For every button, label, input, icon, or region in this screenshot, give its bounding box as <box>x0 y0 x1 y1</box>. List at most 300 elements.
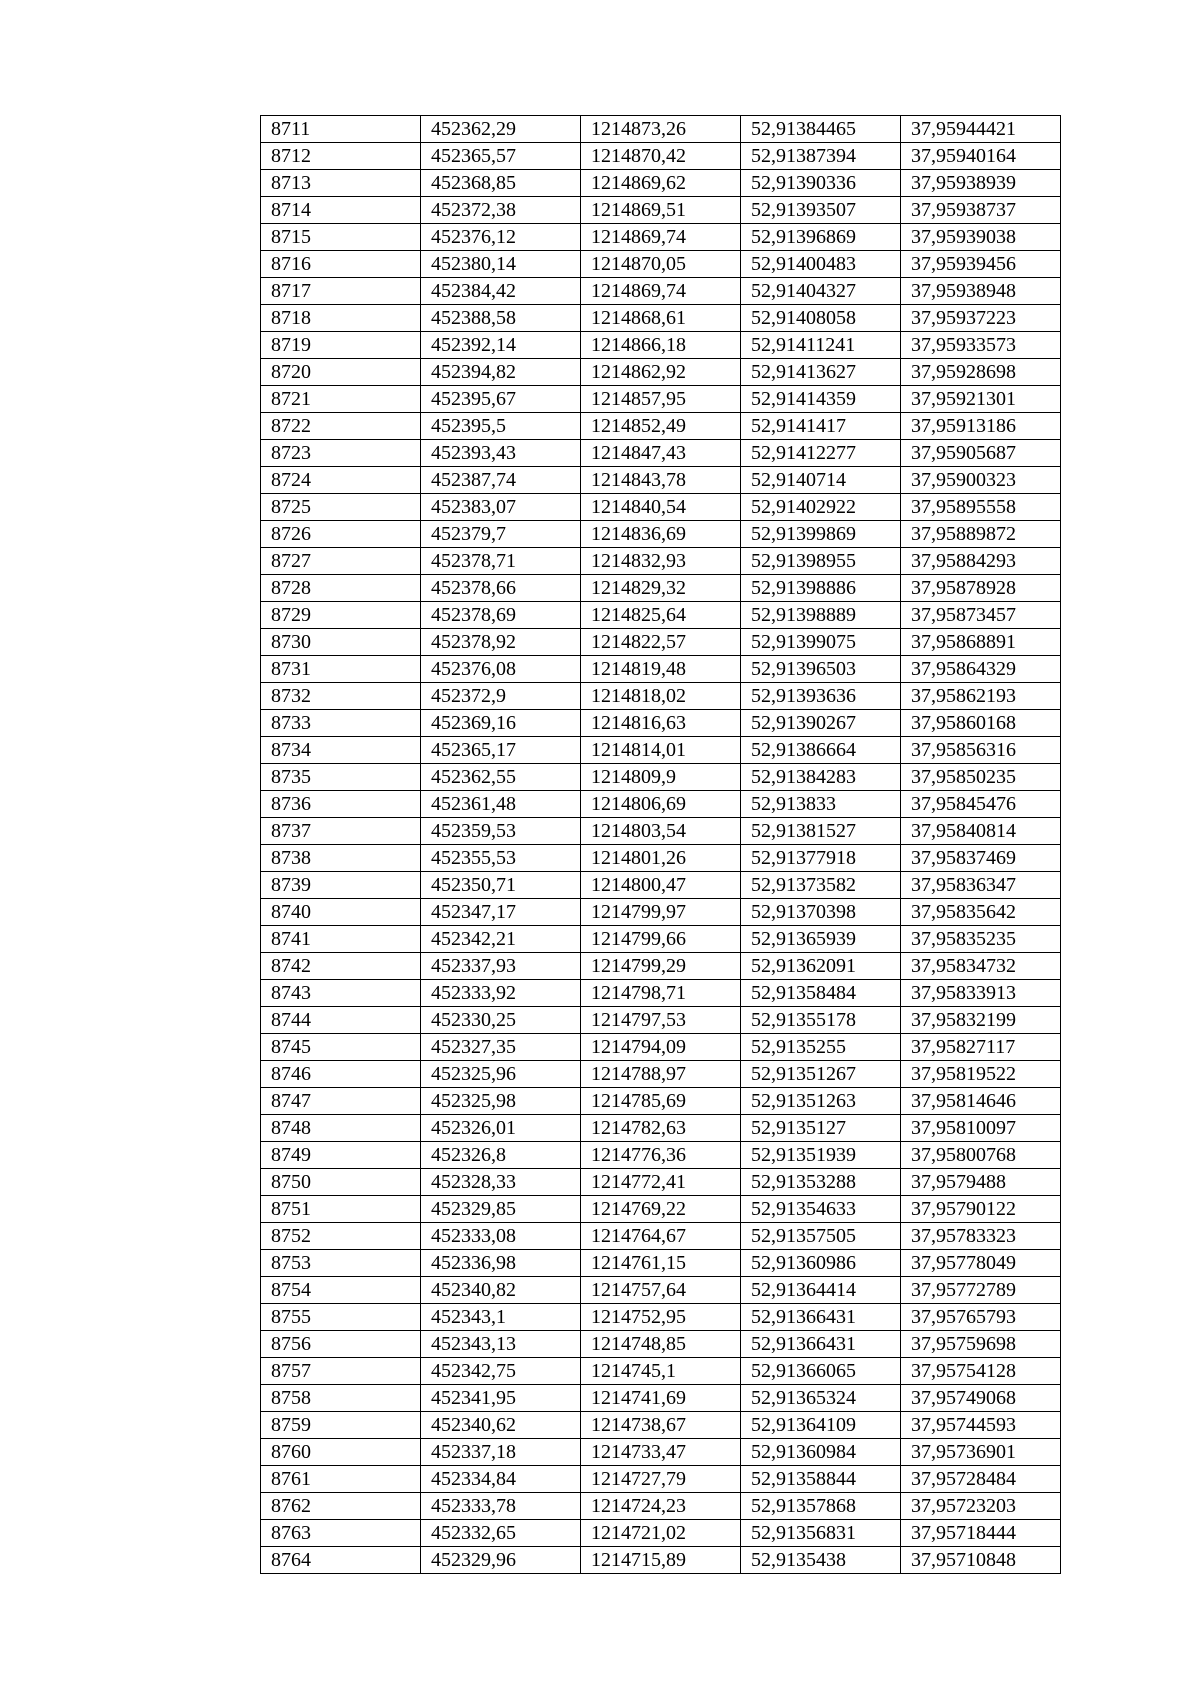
y-coordinate-cell: 1214794,09 <box>581 1034 741 1061</box>
table-row <box>261 575 1061 602</box>
x-coordinate-cell: 452388,58 <box>421 305 581 332</box>
latitude-cell: 52,91357868 <box>741 1493 901 1520</box>
point-number-cell: 8759 <box>261 1412 421 1439</box>
point-number-cell: 8735 <box>261 764 421 791</box>
latitude-cell: 52,91387394 <box>741 143 901 170</box>
longitude-cell: 37,95835235 <box>901 926 1061 953</box>
x-coordinate-cell: 452325,98 <box>421 1088 581 1115</box>
x-coordinate-cell: 452342,21 <box>421 926 581 953</box>
x-coordinate-cell: 452326,8 <box>421 1142 581 1169</box>
table-row <box>261 1304 1061 1331</box>
longitude-cell: 37,95913186 <box>901 413 1061 440</box>
y-coordinate-cell: 1214799,97 <box>581 899 741 926</box>
point-number-cell: 8722 <box>261 413 421 440</box>
point-number-cell: 8725 <box>261 494 421 521</box>
x-coordinate-cell: 452328,33 <box>421 1169 581 1196</box>
longitude-cell: 37,95895558 <box>901 494 1061 521</box>
point-number-cell: 8739 <box>261 872 421 899</box>
longitude-cell: 37,95814646 <box>901 1088 1061 1115</box>
table-row <box>261 386 1061 413</box>
longitude-cell: 37,95860168 <box>901 710 1061 737</box>
x-coordinate-cell: 452395,67 <box>421 386 581 413</box>
table-row <box>261 791 1061 818</box>
y-coordinate-cell: 1214843,78 <box>581 467 741 494</box>
latitude-cell: 52,91398886 <box>741 575 901 602</box>
point-number-cell: 8713 <box>261 170 421 197</box>
point-number-cell: 8757 <box>261 1358 421 1385</box>
latitude-cell: 52,91357505 <box>741 1223 901 1250</box>
y-coordinate-cell: 1214816,63 <box>581 710 741 737</box>
table-row <box>261 1493 1061 1520</box>
x-coordinate-cell: 452343,13 <box>421 1331 581 1358</box>
table-row <box>261 116 1061 143</box>
point-number-cell: 8732 <box>261 683 421 710</box>
longitude-cell: 37,95905687 <box>901 440 1061 467</box>
table-row <box>261 332 1061 359</box>
point-number-cell: 8714 <box>261 197 421 224</box>
table-row <box>261 764 1061 791</box>
point-number-cell: 8715 <box>261 224 421 251</box>
point-number-cell: 8737 <box>261 818 421 845</box>
y-coordinate-cell: 1214769,22 <box>581 1196 741 1223</box>
longitude-cell: 37,95772789 <box>901 1277 1061 1304</box>
point-number-cell: 8750 <box>261 1169 421 1196</box>
table-row <box>261 1223 1061 1250</box>
y-coordinate-cell: 1214840,54 <box>581 494 741 521</box>
y-coordinate-cell: 1214757,64 <box>581 1277 741 1304</box>
y-coordinate-cell: 1214748,85 <box>581 1331 741 1358</box>
x-coordinate-cell: 452383,07 <box>421 494 581 521</box>
point-number-cell: 8736 <box>261 791 421 818</box>
longitude-cell: 37,95921301 <box>901 386 1061 413</box>
point-number-cell: 8742 <box>261 953 421 980</box>
table-row <box>261 1061 1061 1088</box>
latitude-cell: 52,9141417 <box>741 413 901 440</box>
latitude-cell: 52,91384465 <box>741 116 901 143</box>
x-coordinate-cell: 452325,96 <box>421 1061 581 1088</box>
x-coordinate-cell: 452332,65 <box>421 1520 581 1547</box>
table-row <box>261 143 1061 170</box>
x-coordinate-cell: 452372,9 <box>421 683 581 710</box>
latitude-cell: 52,9135255 <box>741 1034 901 1061</box>
point-number-cell: 8764 <box>261 1547 421 1574</box>
point-number-cell: 8730 <box>261 629 421 656</box>
table-row <box>261 1277 1061 1304</box>
table-row <box>261 467 1061 494</box>
coordinates-table-body <box>261 116 1061 1574</box>
longitude-cell: 37,95862193 <box>901 683 1061 710</box>
x-coordinate-cell: 452330,25 <box>421 1007 581 1034</box>
longitude-cell: 37,95845476 <box>901 791 1061 818</box>
x-coordinate-cell: 452359,53 <box>421 818 581 845</box>
x-coordinate-cell: 452378,69 <box>421 602 581 629</box>
y-coordinate-cell: 1214800,47 <box>581 872 741 899</box>
latitude-cell: 52,9135438 <box>741 1547 901 1574</box>
longitude-cell: 37,95790122 <box>901 1196 1061 1223</box>
longitude-cell: 37,95810097 <box>901 1115 1061 1142</box>
longitude-cell: 37,95783323 <box>901 1223 1061 1250</box>
longitude-cell: 37,95834732 <box>901 953 1061 980</box>
latitude-cell: 52,91355178 <box>741 1007 901 1034</box>
table-row <box>261 1250 1061 1277</box>
table-row <box>261 224 1061 251</box>
latitude-cell: 52,91366065 <box>741 1358 901 1385</box>
x-coordinate-cell: 452333,78 <box>421 1493 581 1520</box>
latitude-cell: 52,9140714 <box>741 467 901 494</box>
x-coordinate-cell: 452394,82 <box>421 359 581 386</box>
table-row <box>261 980 1061 1007</box>
table-row <box>261 1385 1061 1412</box>
table-row <box>261 1007 1061 1034</box>
point-number-cell: 8748 <box>261 1115 421 1142</box>
point-number-cell: 8728 <box>261 575 421 602</box>
latitude-cell: 52,91396503 <box>741 656 901 683</box>
y-coordinate-cell: 1214803,54 <box>581 818 741 845</box>
latitude-cell: 52,91358484 <box>741 980 901 1007</box>
y-coordinate-cell: 1214741,69 <box>581 1385 741 1412</box>
point-number-cell: 8755 <box>261 1304 421 1331</box>
longitude-cell: 37,95819522 <box>901 1061 1061 1088</box>
latitude-cell: 52,91404327 <box>741 278 901 305</box>
table-row <box>261 251 1061 278</box>
y-coordinate-cell: 1214727,79 <box>581 1466 741 1493</box>
y-coordinate-cell: 1214819,48 <box>581 656 741 683</box>
latitude-cell: 52,91408058 <box>741 305 901 332</box>
table-row <box>261 440 1061 467</box>
table-row <box>261 1412 1061 1439</box>
longitude-cell: 37,95836347 <box>901 872 1061 899</box>
x-coordinate-cell: 452368,85 <box>421 170 581 197</box>
x-coordinate-cell: 452378,71 <box>421 548 581 575</box>
point-number-cell: 8723 <box>261 440 421 467</box>
point-number-cell: 8721 <box>261 386 421 413</box>
latitude-cell: 52,91386664 <box>741 737 901 764</box>
table-row <box>261 845 1061 872</box>
table-row <box>261 1439 1061 1466</box>
x-coordinate-cell: 452326,01 <box>421 1115 581 1142</box>
longitude-cell: 37,95928698 <box>901 359 1061 386</box>
y-coordinate-cell: 1214847,43 <box>581 440 741 467</box>
point-number-cell: 8744 <box>261 1007 421 1034</box>
point-number-cell: 8726 <box>261 521 421 548</box>
latitude-cell: 52,91362091 <box>741 953 901 980</box>
y-coordinate-cell: 1214873,26 <box>581 116 741 143</box>
point-number-cell: 8746 <box>261 1061 421 1088</box>
longitude-cell: 37,95840814 <box>901 818 1061 845</box>
point-number-cell: 8716 <box>261 251 421 278</box>
longitude-cell: 37,95939038 <box>901 224 1061 251</box>
point-number-cell: 8720 <box>261 359 421 386</box>
latitude-cell: 52,91411241 <box>741 332 901 359</box>
y-coordinate-cell: 1214772,41 <box>581 1169 741 1196</box>
longitude-cell: 37,95864329 <box>901 656 1061 683</box>
longitude-cell: 37,95827117 <box>901 1034 1061 1061</box>
x-coordinate-cell: 452365,17 <box>421 737 581 764</box>
y-coordinate-cell: 1214814,01 <box>581 737 741 764</box>
x-coordinate-cell: 452384,42 <box>421 278 581 305</box>
y-coordinate-cell: 1214868,61 <box>581 305 741 332</box>
longitude-cell: 37,95710848 <box>901 1547 1061 1574</box>
y-coordinate-cell: 1214715,89 <box>581 1547 741 1574</box>
point-number-cell: 8712 <box>261 143 421 170</box>
longitude-cell: 37,95938948 <box>901 278 1061 305</box>
longitude-cell: 37,95878928 <box>901 575 1061 602</box>
table-row <box>261 953 1061 980</box>
point-number-cell: 8717 <box>261 278 421 305</box>
y-coordinate-cell: 1214799,66 <box>581 926 741 953</box>
table-row <box>261 359 1061 386</box>
x-coordinate-cell: 452380,14 <box>421 251 581 278</box>
point-number-cell: 8763 <box>261 1520 421 1547</box>
x-coordinate-cell: 452350,71 <box>421 872 581 899</box>
y-coordinate-cell: 1214822,57 <box>581 629 741 656</box>
x-coordinate-cell: 452333,92 <box>421 980 581 1007</box>
longitude-cell: 37,95837469 <box>901 845 1061 872</box>
x-coordinate-cell: 452378,92 <box>421 629 581 656</box>
latitude-cell: 52,91393636 <box>741 683 901 710</box>
latitude-cell: 52,91365939 <box>741 926 901 953</box>
latitude-cell: 52,91351267 <box>741 1061 901 1088</box>
table-row <box>261 1142 1061 1169</box>
table-row <box>261 548 1061 575</box>
point-number-cell: 8751 <box>261 1196 421 1223</box>
latitude-cell: 52,91365324 <box>741 1385 901 1412</box>
table-row <box>261 710 1061 737</box>
y-coordinate-cell: 1214752,95 <box>581 1304 741 1331</box>
longitude-cell: 37,95850235 <box>901 764 1061 791</box>
y-coordinate-cell: 1214724,23 <box>581 1493 741 1520</box>
longitude-cell: 37,95765793 <box>901 1304 1061 1331</box>
latitude-cell: 52,9135127 <box>741 1115 901 1142</box>
longitude-cell: 37,95940164 <box>901 143 1061 170</box>
x-coordinate-cell: 452379,7 <box>421 521 581 548</box>
x-coordinate-cell: 452378,66 <box>421 575 581 602</box>
point-number-cell: 8753 <box>261 1250 421 1277</box>
latitude-cell: 52,913833 <box>741 791 901 818</box>
y-coordinate-cell: 1214829,32 <box>581 575 741 602</box>
longitude-cell: 37,95778049 <box>901 1250 1061 1277</box>
y-coordinate-cell: 1214832,93 <box>581 548 741 575</box>
x-coordinate-cell: 452337,18 <box>421 1439 581 1466</box>
x-coordinate-cell: 452343,1 <box>421 1304 581 1331</box>
table-row <box>261 683 1061 710</box>
x-coordinate-cell: 452340,82 <box>421 1277 581 1304</box>
point-number-cell: 8733 <box>261 710 421 737</box>
longitude-cell: 37,95939456 <box>901 251 1061 278</box>
y-coordinate-cell: 1214797,53 <box>581 1007 741 1034</box>
longitude-cell: 37,95759698 <box>901 1331 1061 1358</box>
latitude-cell: 52,91390267 <box>741 710 901 737</box>
latitude-cell: 52,91353288 <box>741 1169 901 1196</box>
point-number-cell: 8719 <box>261 332 421 359</box>
y-coordinate-cell: 1214721,02 <box>581 1520 741 1547</box>
latitude-cell: 52,91396869 <box>741 224 901 251</box>
longitude-cell: 37,95800768 <box>901 1142 1061 1169</box>
y-coordinate-cell: 1214818,02 <box>581 683 741 710</box>
table-row <box>261 872 1061 899</box>
point-number-cell: 8752 <box>261 1223 421 1250</box>
latitude-cell: 52,91384283 <box>741 764 901 791</box>
point-number-cell: 8718 <box>261 305 421 332</box>
x-coordinate-cell: 452337,93 <box>421 953 581 980</box>
point-number-cell: 8741 <box>261 926 421 953</box>
coordinates-table <box>260 115 1061 1574</box>
longitude-cell: 37,95835642 <box>901 899 1061 926</box>
point-number-cell: 8729 <box>261 602 421 629</box>
table-row <box>261 1196 1061 1223</box>
point-number-cell: 8731 <box>261 656 421 683</box>
longitude-cell: 37,95938939 <box>901 170 1061 197</box>
longitude-cell: 37,95856316 <box>901 737 1061 764</box>
y-coordinate-cell: 1214870,05 <box>581 251 741 278</box>
point-number-cell: 8724 <box>261 467 421 494</box>
y-coordinate-cell: 1214761,15 <box>581 1250 741 1277</box>
table-row <box>261 521 1061 548</box>
x-coordinate-cell: 452362,29 <box>421 116 581 143</box>
table-row <box>261 1547 1061 1574</box>
latitude-cell: 52,91354633 <box>741 1196 901 1223</box>
x-coordinate-cell: 452365,57 <box>421 143 581 170</box>
table-row <box>261 170 1061 197</box>
x-coordinate-cell: 452329,96 <box>421 1547 581 1574</box>
point-number-cell: 8749 <box>261 1142 421 1169</box>
longitude-cell: 37,95718444 <box>901 1520 1061 1547</box>
latitude-cell: 52,91390336 <box>741 170 901 197</box>
table-row <box>261 278 1061 305</box>
longitude-cell: 37,95868891 <box>901 629 1061 656</box>
latitude-cell: 52,91366431 <box>741 1304 901 1331</box>
x-coordinate-cell: 452392,14 <box>421 332 581 359</box>
latitude-cell: 52,91414359 <box>741 386 901 413</box>
point-number-cell: 8756 <box>261 1331 421 1358</box>
latitude-cell: 52,91402922 <box>741 494 901 521</box>
point-number-cell: 8761 <box>261 1466 421 1493</box>
x-coordinate-cell: 452342,75 <box>421 1358 581 1385</box>
y-coordinate-cell: 1214870,42 <box>581 143 741 170</box>
y-coordinate-cell: 1214869,74 <box>581 278 741 305</box>
y-coordinate-cell: 1214866,18 <box>581 332 741 359</box>
longitude-cell: 37,95944421 <box>901 116 1061 143</box>
point-number-cell: 8760 <box>261 1439 421 1466</box>
x-coordinate-cell: 452369,16 <box>421 710 581 737</box>
latitude-cell: 52,91358844 <box>741 1466 901 1493</box>
table-row <box>261 818 1061 845</box>
longitude-cell: 37,95873457 <box>901 602 1061 629</box>
point-number-cell: 8747 <box>261 1088 421 1115</box>
longitude-cell: 37,95728484 <box>901 1466 1061 1493</box>
table-row <box>261 1358 1061 1385</box>
latitude-cell: 52,91399869 <box>741 521 901 548</box>
point-number-cell: 8745 <box>261 1034 421 1061</box>
y-coordinate-cell: 1214852,49 <box>581 413 741 440</box>
table-row <box>261 1169 1061 1196</box>
y-coordinate-cell: 1214869,51 <box>581 197 741 224</box>
y-coordinate-cell: 1214788,97 <box>581 1061 741 1088</box>
latitude-cell: 52,91413627 <box>741 359 901 386</box>
table-row <box>261 602 1061 629</box>
longitude-cell: 37,95832199 <box>901 1007 1061 1034</box>
point-number-cell: 8754 <box>261 1277 421 1304</box>
longitude-cell: 37,95749068 <box>901 1385 1061 1412</box>
x-coordinate-cell: 452376,12 <box>421 224 581 251</box>
longitude-cell: 37,95744593 <box>901 1412 1061 1439</box>
x-coordinate-cell: 452387,74 <box>421 467 581 494</box>
latitude-cell: 52,91351939 <box>741 1142 901 1169</box>
table-row <box>261 899 1061 926</box>
table-row <box>261 737 1061 764</box>
longitude-cell: 37,95754128 <box>901 1358 1061 1385</box>
table-row <box>261 629 1061 656</box>
y-coordinate-cell: 1214869,62 <box>581 170 741 197</box>
table-row <box>261 1088 1061 1115</box>
point-number-cell: 8734 <box>261 737 421 764</box>
point-number-cell: 8727 <box>261 548 421 575</box>
x-coordinate-cell: 452362,55 <box>421 764 581 791</box>
longitude-cell: 37,95900323 <box>901 467 1061 494</box>
table-row <box>261 926 1061 953</box>
latitude-cell: 52,91364109 <box>741 1412 901 1439</box>
latitude-cell: 52,91400483 <box>741 251 901 278</box>
latitude-cell: 52,91366431 <box>741 1331 901 1358</box>
latitude-cell: 52,91373582 <box>741 872 901 899</box>
x-coordinate-cell: 452355,53 <box>421 845 581 872</box>
latitude-cell: 52,91399075 <box>741 629 901 656</box>
latitude-cell: 52,91360984 <box>741 1439 901 1466</box>
y-coordinate-cell: 1214738,67 <box>581 1412 741 1439</box>
x-coordinate-cell: 452341,95 <box>421 1385 581 1412</box>
point-number-cell: 8711 <box>261 116 421 143</box>
latitude-cell: 52,91381527 <box>741 818 901 845</box>
longitude-cell: 37,95933573 <box>901 332 1061 359</box>
x-coordinate-cell: 452336,98 <box>421 1250 581 1277</box>
y-coordinate-cell: 1214798,71 <box>581 980 741 1007</box>
table-row <box>261 656 1061 683</box>
table-row <box>261 305 1061 332</box>
point-number-cell: 8743 <box>261 980 421 1007</box>
y-coordinate-cell: 1214764,67 <box>581 1223 741 1250</box>
table-row <box>261 413 1061 440</box>
point-number-cell: 8738 <box>261 845 421 872</box>
table-row <box>261 1466 1061 1493</box>
y-coordinate-cell: 1214862,92 <box>581 359 741 386</box>
y-coordinate-cell: 1214733,47 <box>581 1439 741 1466</box>
x-coordinate-cell: 452395,5 <box>421 413 581 440</box>
point-number-cell: 8758 <box>261 1385 421 1412</box>
x-coordinate-cell: 452393,43 <box>421 440 581 467</box>
y-coordinate-cell: 1214809,9 <box>581 764 741 791</box>
longitude-cell: 37,9579488 <box>901 1169 1061 1196</box>
latitude-cell: 52,91370398 <box>741 899 901 926</box>
table-row <box>261 1331 1061 1358</box>
latitude-cell: 52,91377918 <box>741 845 901 872</box>
longitude-cell: 37,95723203 <box>901 1493 1061 1520</box>
latitude-cell: 52,91364414 <box>741 1277 901 1304</box>
point-number-cell: 8740 <box>261 899 421 926</box>
y-coordinate-cell: 1214857,95 <box>581 386 741 413</box>
x-coordinate-cell: 452372,38 <box>421 197 581 224</box>
y-coordinate-cell: 1214745,1 <box>581 1358 741 1385</box>
point-number-cell: 8762 <box>261 1493 421 1520</box>
x-coordinate-cell: 452327,35 <box>421 1034 581 1061</box>
y-coordinate-cell: 1214825,64 <box>581 602 741 629</box>
y-coordinate-cell: 1214776,36 <box>581 1142 741 1169</box>
longitude-cell: 37,95889872 <box>901 521 1061 548</box>
x-coordinate-cell: 452376,08 <box>421 656 581 683</box>
y-coordinate-cell: 1214869,74 <box>581 224 741 251</box>
longitude-cell: 37,95736901 <box>901 1439 1061 1466</box>
table-row <box>261 1520 1061 1547</box>
latitude-cell: 52,91393507 <box>741 197 901 224</box>
